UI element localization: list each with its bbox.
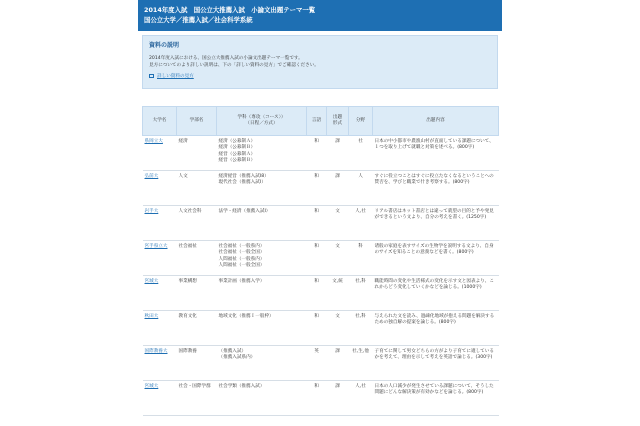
- univ-link[interactable]: 県岡立大: [144, 139, 163, 144]
- univ-link[interactable]: 宮手県立大: [144, 244, 168, 249]
- faculty-cell: 人文社会科: [177, 206, 217, 241]
- univ-link[interactable]: 秋田大: [144, 314, 159, 319]
- table-row: [143, 206, 499, 241]
- field-cell: 人: [349, 171, 373, 206]
- dept-cell: 地域文化（推薦Ｉ一般枠）: [217, 311, 307, 346]
- form-cell: 文: [327, 206, 349, 241]
- theme-table: [142, 106, 499, 416]
- col-header-content: 出題内容: [373, 107, 499, 136]
- content-cell: 職能時間の変化や生活様式の変化を示す文と図表より、これからどう変化していくかなどを論じる。(1000字): [373, 276, 499, 311]
- univ-cell[interactable]: [143, 276, 177, 311]
- form-cell: 文: [327, 311, 349, 346]
- univ-cell[interactable]: [143, 346, 177, 381]
- field-cell: 社: [349, 136, 373, 171]
- dept-cell: 経済（公募制Ａ） 経済（公募制Ｂ） 経営（公募制Ａ） 経営（公募制Ｂ）: [217, 136, 307, 171]
- page: [138, 0, 502, 426]
- univ-link[interactable]: 宮城大: [144, 279, 159, 284]
- col-header-dept: 学科（専攻〈コース〉） （日程／方式）: [217, 107, 307, 136]
- dept-cell: 事業計画（推薦入学）: [217, 276, 307, 311]
- col-header-faculty: 学部名: [177, 107, 217, 136]
- dept-cell: 経済経営（推薦入試Ⅰ8） 現代社会（推薦入試Ⅰ）: [217, 171, 307, 206]
- faculty-cell: 国際教養: [177, 346, 217, 381]
- field-cell: 科: [349, 241, 373, 276]
- lang-cell: 和: [307, 241, 327, 276]
- table-row: [143, 276, 499, 311]
- univ-cell[interactable]: [143, 311, 177, 346]
- univ-link[interactable]: 宮城大: [144, 384, 159, 389]
- faculty-cell: 事業構想: [177, 276, 217, 311]
- table-row: [143, 241, 499, 276]
- page-subtitle: 国公立大学／推薦入試／社会科学系統: [144, 16, 253, 24]
- col-header-univ: 大学名: [143, 107, 177, 136]
- description-box: [142, 35, 498, 89]
- faculty-cell: 社会・国際学群: [177, 381, 217, 416]
- lang-cell: 和: [307, 136, 327, 171]
- lang-cell: 和: [307, 311, 327, 346]
- field-cell: 社,科: [349, 276, 373, 311]
- description-title: 資料の説明: [149, 42, 180, 49]
- form-cell: 課: [327, 346, 349, 381]
- univ-link[interactable]: 弘前大: [144, 174, 159, 179]
- univ-cell[interactable]: [143, 381, 177, 416]
- field-cell: 社,科: [349, 311, 373, 346]
- content-cell: 日本の人口減少が発生させている課題について、そうした問題にどんな解決策が有効かなどを論じる。(800字): [373, 381, 499, 416]
- form-cell: 文: [327, 241, 349, 276]
- faculty-cell: 人文: [177, 171, 217, 206]
- col-header-form: 出題 形式: [327, 107, 349, 136]
- details-link-label[interactable]: 詳しい資料の見方: [157, 74, 194, 79]
- form-cell: 課: [327, 171, 349, 206]
- content-cell: 日本の中小都市や農漁山村が直面している課題について、１つを取り上げて就職と対策を述べる。(800字): [373, 136, 499, 171]
- univ-link[interactable]: 国際教養大: [144, 349, 168, 354]
- table-row: [143, 136, 499, 171]
- lang-cell: 英: [307, 346, 327, 381]
- faculty-cell: 教育文化: [177, 311, 217, 346]
- description-text: 2014年度入試における、国公立大推薦入試の小論文出題テーマ一覧です。 見方についてのより詳しい説明は、下の「詳しい資料の見方」でご確認ください。: [149, 56, 319, 68]
- dept-cell: 法学・経済（推薦入試Ⅰ）: [217, 206, 307, 241]
- table-row: [143, 171, 499, 206]
- field-cell: 人,社: [349, 381, 373, 416]
- lang-cell: 和: [307, 276, 327, 311]
- table-row: [143, 381, 499, 416]
- lang-cell: 和: [307, 206, 327, 241]
- faculty-cell: 経済: [177, 136, 217, 171]
- field-cell: 社,生,他: [349, 346, 373, 381]
- table-header-row: [143, 107, 499, 136]
- form-cell: 課: [327, 136, 349, 171]
- field-cell: 人,社: [349, 206, 373, 241]
- form-cell: 課: [327, 381, 349, 416]
- form-cell: 文,統: [327, 276, 349, 311]
- details-link[interactable]: [149, 73, 491, 79]
- univ-cell[interactable]: [143, 206, 177, 241]
- book-icon: [149, 74, 154, 78]
- dept-cell: 社会学類（推薦入試）: [217, 381, 307, 416]
- table-row: [143, 346, 499, 381]
- content-cell: リアル書店はネット書店とは違って就望の目的と予や発見ができるという文より、自分の考えを書く。(1250字): [373, 206, 499, 241]
- univ-link[interactable]: 岩手大: [144, 209, 159, 214]
- table-row: [143, 311, 499, 346]
- univ-cell[interactable]: [143, 136, 177, 171]
- col-header-lang: 言語: [307, 107, 327, 136]
- faculty-cell: 社会福祉: [177, 241, 217, 276]
- content-cell: 子育てに関して男女どちらの方がより子育てに適しているかを考えて、理由を示して考えを英語で論じる。(300字): [373, 346, 499, 381]
- univ-cell[interactable]: [143, 171, 177, 206]
- page-header: [138, 0, 502, 31]
- lang-cell: 和: [307, 381, 327, 416]
- page-title: 2014年度入試 国公立大推薦入試 小論文出題テーマ一覧: [144, 6, 316, 14]
- col-header-field: 分野: [349, 107, 373, 136]
- content-cell: 与えられた文を読み、過疎化地域が抱える問題を解決するための独自解の提案を論じる。(800字): [373, 311, 499, 346]
- content-cell: 诸般の家庭を表すサイズの生物学を説明する文より、自身のサイズを知ることの意義などを書く。(800字): [373, 241, 499, 276]
- content-cell: すぐに役立つことはすぐに役立たなくなるということへの賛否を、学びと職業で什き考察する。(800字): [373, 171, 499, 206]
- lang-cell: 和: [307, 171, 327, 206]
- dept-cell: 社会福祉（一般県内） 社会福祉（一般全国） 人間福祉（一般県内） 人間福祉（一般全国）: [217, 241, 307, 276]
- dept-cell: （推薦入試） （推薦入試県内）: [217, 346, 307, 381]
- univ-cell[interactable]: [143, 241, 177, 276]
